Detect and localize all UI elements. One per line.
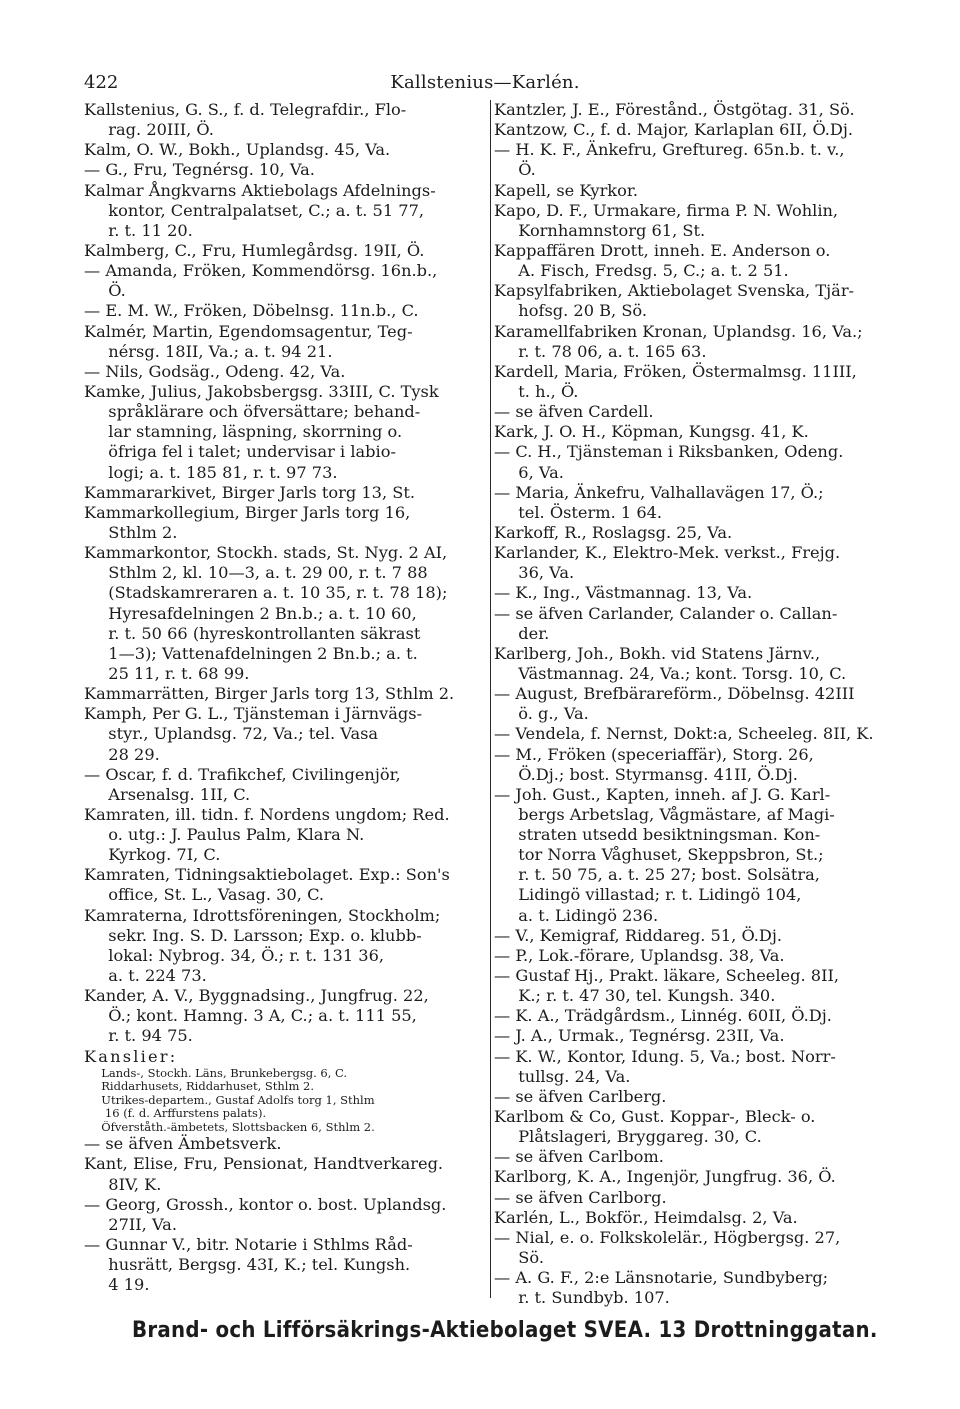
directory-line: Kamraten, ill. tidn. f. Nordens ungdom; Red. — [84, 804, 450, 824]
directory-line: Kardell, Maria, Fröken, Östermalmsg. 11III, — [494, 361, 857, 381]
directory-line: — E. M. W., Fröken, Döbelnsg. 11n.b., C. — [84, 301, 419, 321]
directory-line: Plåtslageri, Bryggareg. 30, C. — [494, 1127, 762, 1147]
directory-line: Kantzler, J. E., Förestånd., Östgötag. 31, Sö. — [494, 100, 855, 119]
directory-line: — Oscar, f. d. Trafikchef, Civilingenjör, — [84, 764, 401, 784]
directory-line: — G., Fru, Tegnérsg. 10, Va. — [84, 160, 315, 180]
directory-line: Kanslier: — [84, 1046, 178, 1066]
directory-line: Kamraterna, Idrottsföreningen, Stockholm; — [84, 905, 441, 925]
directory-line: a. t. Lidingö 236. — [494, 905, 659, 925]
directory-line: r. t. 11 20. — [84, 220, 193, 240]
directory-line: Kallstenius, G. S., f. d. Telegrafdir., Flo- — [84, 100, 407, 119]
directory-line: Kark, J. O. H., Köpman, Kungsg. 41, K. — [494, 422, 809, 442]
directory-line: Kapell, se Kyrkor. — [494, 180, 638, 200]
directory-line: tel. Österm. 1 64. — [494, 502, 663, 522]
directory-line: Kantzow, C., f. d. Major, Karlaplan 6II, Ö.Dj. — [494, 120, 854, 140]
directory-line: office, St. L., Vasag. 30, C. — [84, 885, 325, 905]
directory-line: 4 19. — [84, 1275, 150, 1295]
directory-line: tullsg. 24, Va. — [494, 1066, 631, 1086]
directory-line: (Stadskamreraren a. t. 10 35, r. t. 78 18); — [84, 583, 448, 603]
directory-line: Kammararkivet, Birger Jarls torg 13, St. — [84, 482, 415, 502]
directory-line: Kapo, D. F., Urmakare, firma P. N. Wohlin, — [494, 200, 839, 220]
directory-line: — K. W., Kontor, Idung. 5, Va.; bost. Norr- — [494, 1046, 836, 1066]
directory-line: sekr. Ing. S. D. Larsson; Exp. o. klubb- — [84, 925, 422, 945]
directory-line: — Nial, e. o. Folkskolelär., Högbergsg. 27, — [494, 1227, 841, 1247]
directory-line: Riddarhusets, Riddarhuset, Sthlm 2. — [84, 1080, 314, 1094]
directory-line: Öfverståth.-ämbetets, Slottsbacken 6, Sthlm 2. — [84, 1120, 375, 1134]
directory-line: Kalmar Ångkvarns Aktiebolags Afdelnings- — [84, 180, 436, 200]
directory-line: Karlbom & Co, Gust. Koppar-, Bleck- o. — [494, 1107, 816, 1127]
directory-line: straten utsedd besiktningsman. Kon- — [494, 825, 821, 845]
directory-line: kontor, Centralpalatset, C.; a. t. 51 77, — [84, 200, 425, 220]
directory-line: Ö. — [494, 160, 536, 180]
directory-line: — se äfven Carlborg. — [494, 1187, 667, 1207]
directory-line: Kant, Elise, Fru, Pensionat, Handtverkareg. — [84, 1154, 444, 1174]
directory-line: 28 29. — [84, 744, 160, 764]
directory-line: Kamraten, Tidningsaktiebolaget. Exp.: Son's — [84, 865, 450, 885]
directory-line: Karamellfabriken Kronan, Uplandsg. 16, Va.; — [494, 321, 863, 341]
directory-line: Sthlm 2. — [84, 522, 178, 542]
directory-line: Kammarrätten, Birger Jarls torg 13, Sthlm 2. — [84, 684, 455, 704]
directory-line: 1—3); Vattenafdelningen 2 Bn.b.; a. t. — [84, 643, 418, 663]
directory-line: — se äfven Ämbetsverk. — [84, 1134, 282, 1154]
directory-line: Ö.; kont. Hamng. 3 A, C.; a. t. 111 55, — [84, 1006, 417, 1026]
directory-line: Kamke, Julius, Jakobsbergsg. 33III, C. Tysk — [84, 381, 439, 401]
directory-line: — Maria, Änkefru, Valhallavägen 17, Ö.; — [494, 482, 824, 502]
directory-line: — H. K. F., Änkefru, Greftureg. 65n.b. t. v., — [494, 140, 845, 160]
directory-line: — August, Brefbärareförm., Döbelnsg. 42III — [494, 684, 855, 704]
directory-line: — K., Ing., Västmannag. 13, Va. — [494, 583, 753, 603]
directory-line: lokal: Nybrog. 34, Ö.; r. t. 131 36, — [84, 945, 385, 965]
directory-line: — P., Lok.-förare, Uplandsg. 38, Va. — [494, 945, 785, 965]
directory-line: 25 11, r. t. 68 99. — [84, 663, 250, 683]
directory-line: Kander, A. V., Byggnadsing., Jungfrug. 22, — [84, 986, 429, 1006]
directory-line: Västmannag. 24, Va.; kont. Torsg. 10, C. — [494, 663, 847, 683]
directory-line: — Joh. Gust., Kapten, inneh. af J. G. Karl- — [494, 784, 831, 804]
directory-line: r. t. 78 06, a. t. 165 63. — [494, 341, 707, 361]
directory-line: Kornhamnstorg 61, St. — [494, 220, 706, 240]
directory-line: Kamph, Per G. L., Tjänsteman i Järnvägs- — [84, 704, 423, 724]
directory-line: — K. A., Trädgårdsm., Linnég. 60II, Ö.Dj. — [494, 1006, 832, 1026]
directory-line: nérsg. 18II, Va.; a. t. 94 21. — [84, 341, 333, 361]
directory-line: Kappaffären Drott, inneh. E. Anderson o. — [494, 240, 831, 260]
directory-line: r. t. 50 66 (hyreskontrollanten säkrast — [84, 623, 421, 643]
directory-line: — M., Fröken (speceriaffär), Storg. 26, — [494, 744, 814, 764]
directory-line: logi; a. t. 185 81, r. t. 97 73. — [84, 462, 338, 482]
directory-line: 6, Va. — [494, 462, 564, 482]
directory-line: — Georg, Grossh., kontor o. bost. Uplandsg. — [84, 1194, 447, 1214]
directory-line: Karlander, K., Elektro-Mek. verkst., Frejg. — [494, 543, 841, 563]
directory-line: Sthlm 2, kl. 10—3, a. t. 29 00, r. t. 7 88 — [84, 563, 428, 583]
directory-line: r. t. Sundbyb. 107. — [494, 1288, 670, 1308]
directory-line: Lands-, Stockh. Läns, Brunkebergsg. 6, C. — [84, 1066, 348, 1080]
directory-line: bergs Arbetslag, Vågmästare, af Magi- — [494, 804, 835, 824]
directory-line: — se äfven Carlander, Calander o. Callan- — [494, 603, 838, 623]
directory-line: t. h., Ö. — [494, 381, 579, 401]
running-head: Kallstenius—Karlén. — [390, 72, 580, 93]
directory-line: 36, Va. — [494, 563, 575, 583]
directory-line: styr., Uplandsg. 72, Va.; tel. Vasa — [84, 724, 379, 744]
directory-line: Lidingö villastad; r. t. Lidingö 104, — [494, 885, 802, 905]
directory-line: — J. A., Urmak., Tegnérsg. 23II, Va. — [494, 1026, 785, 1046]
directory-line: — A. G. F., 2:e Länsnotarie, Sundbyberg; — [494, 1268, 829, 1288]
directory-line: Ö.Dj.; bost. Styrmansg. 41II, Ö.Dj. — [494, 764, 798, 784]
directory-line: Hyresafdelningen 2 Bn.b.; a. t. 10 60, — [84, 603, 417, 623]
directory-line: Karlberg, Joh., Bokh. vid Statens Järnv., — [494, 643, 821, 663]
directory-line: o. utg.: J. Paulus Palm, Klara N. — [84, 825, 365, 845]
directory-line: A. Fisch, Fredsg. 5, C.; a. t. 2 51. — [494, 261, 789, 281]
directory-line: — se äfven Cardell. — [494, 402, 654, 422]
directory-line: K.; r. t. 47 30, tel. Kungsh. 340. — [494, 986, 776, 1006]
directory-line: r. t. 94 75. — [84, 1026, 193, 1046]
page-header — [84, 72, 886, 94]
directory-line: Kalm, O. W., Bokh., Uplandsg. 45, Va. — [84, 140, 391, 160]
directory-line: rag. 20III, Ö. — [84, 120, 214, 140]
footer-advertisement: Brand- och Lifförsäkrings-Aktiebolaget SVEA. 13 Drottninggatan. — [132, 1318, 878, 1343]
directory-line: tor Norra Våghuset, Skeppsbron, St.; — [494, 845, 824, 865]
directory-line: Kalmberg, C., Fru, Humlegårdsg. 19II, Ö. — [84, 240, 425, 260]
directory-line: Kammarkollegium, Birger Jarls torg 16, — [84, 502, 411, 522]
directory-line: Ö. — [84, 281, 126, 301]
directory-line: 16 (f. d. Arffurstens palats). — [84, 1107, 267, 1121]
directory-line: r. t. 50 75, a. t. 25 27; bost. Solsätra, — [494, 865, 820, 885]
directory-line: lar stamning, läspning, skorrning o. — [84, 422, 403, 442]
directory-line: husrätt, Bergsg. 43I, K.; tel. Kungsh. — [84, 1255, 411, 1275]
directory-line: 8IV, K. — [84, 1174, 162, 1194]
directory-line: — C. H., Tjänsteman i Riksbanken, Odeng. — [494, 442, 844, 462]
directory-line: Kalmér, Martin, Egendomsagentur, Teg- — [84, 321, 413, 341]
directory-line: a. t. 224 73. — [84, 966, 207, 986]
directory-line: 27II, Va. — [84, 1214, 177, 1234]
left-column — [84, 100, 486, 1295]
directory-line: — Nils, Godsäg., Odeng. 42, Va. — [84, 361, 346, 381]
page-number: 422 — [84, 72, 119, 93]
directory-line: — se äfven Carlberg. — [494, 1086, 667, 1106]
directory-line: Kammarkontor, Stockh. stads, St. Nyg. 2 AI, — [84, 543, 448, 563]
directory-line: språklärare och öfversättare; behand- — [84, 402, 421, 422]
directory-line: Karlén, L., Bokför., Heimdalsg. 2, Va. — [494, 1207, 798, 1227]
directory-line: Arsenalsg. 1II, C. — [84, 784, 251, 804]
directory-line: — Gustaf Hj., Prakt. läkare, Scheeleg. 8II, — [494, 966, 840, 986]
right-column — [494, 100, 894, 1308]
directory-line: Karlborg, K. A., Ingenjör, Jungfrug. 36, Ö. — [494, 1167, 836, 1187]
directory-line: der. — [494, 623, 550, 643]
directory-line: — Gunnar V., bitr. Notarie i Sthlms Råd- — [84, 1234, 413, 1254]
directory-line: Kyrkog. 7I, C. — [84, 845, 221, 865]
directory-line: ö. g., Va. — [494, 704, 589, 724]
directory-line: Sö. — [494, 1248, 544, 1268]
directory-line: — V., Kemigraf, Riddareg. 51, Ö.Dj. — [494, 925, 783, 945]
directory-line: Utrikes-departem., Gustaf Adolfs torg 1, Sthlm — [84, 1093, 375, 1107]
directory-line: öfriga fel i talet; undervisar i labio- — [84, 442, 396, 462]
directory-line: — se äfven Carlbom. — [494, 1147, 664, 1167]
directory-line: — Amanda, Fröken, Kommendörsg. 16n.b., — [84, 261, 438, 281]
directory-line: Karkoff, R., Roslagsg. 25, Va. — [494, 522, 733, 542]
directory-line: Kapsylfabriken, Aktiebolaget Svenska, Tjär- — [494, 281, 855, 301]
column-divider — [490, 100, 491, 1298]
directory-line: — Vendela, f. Nernst, Dokt:a, Scheeleg. 8II, K. — [494, 724, 874, 744]
directory-line: hofsg. 20 B, Sö. — [494, 301, 648, 321]
